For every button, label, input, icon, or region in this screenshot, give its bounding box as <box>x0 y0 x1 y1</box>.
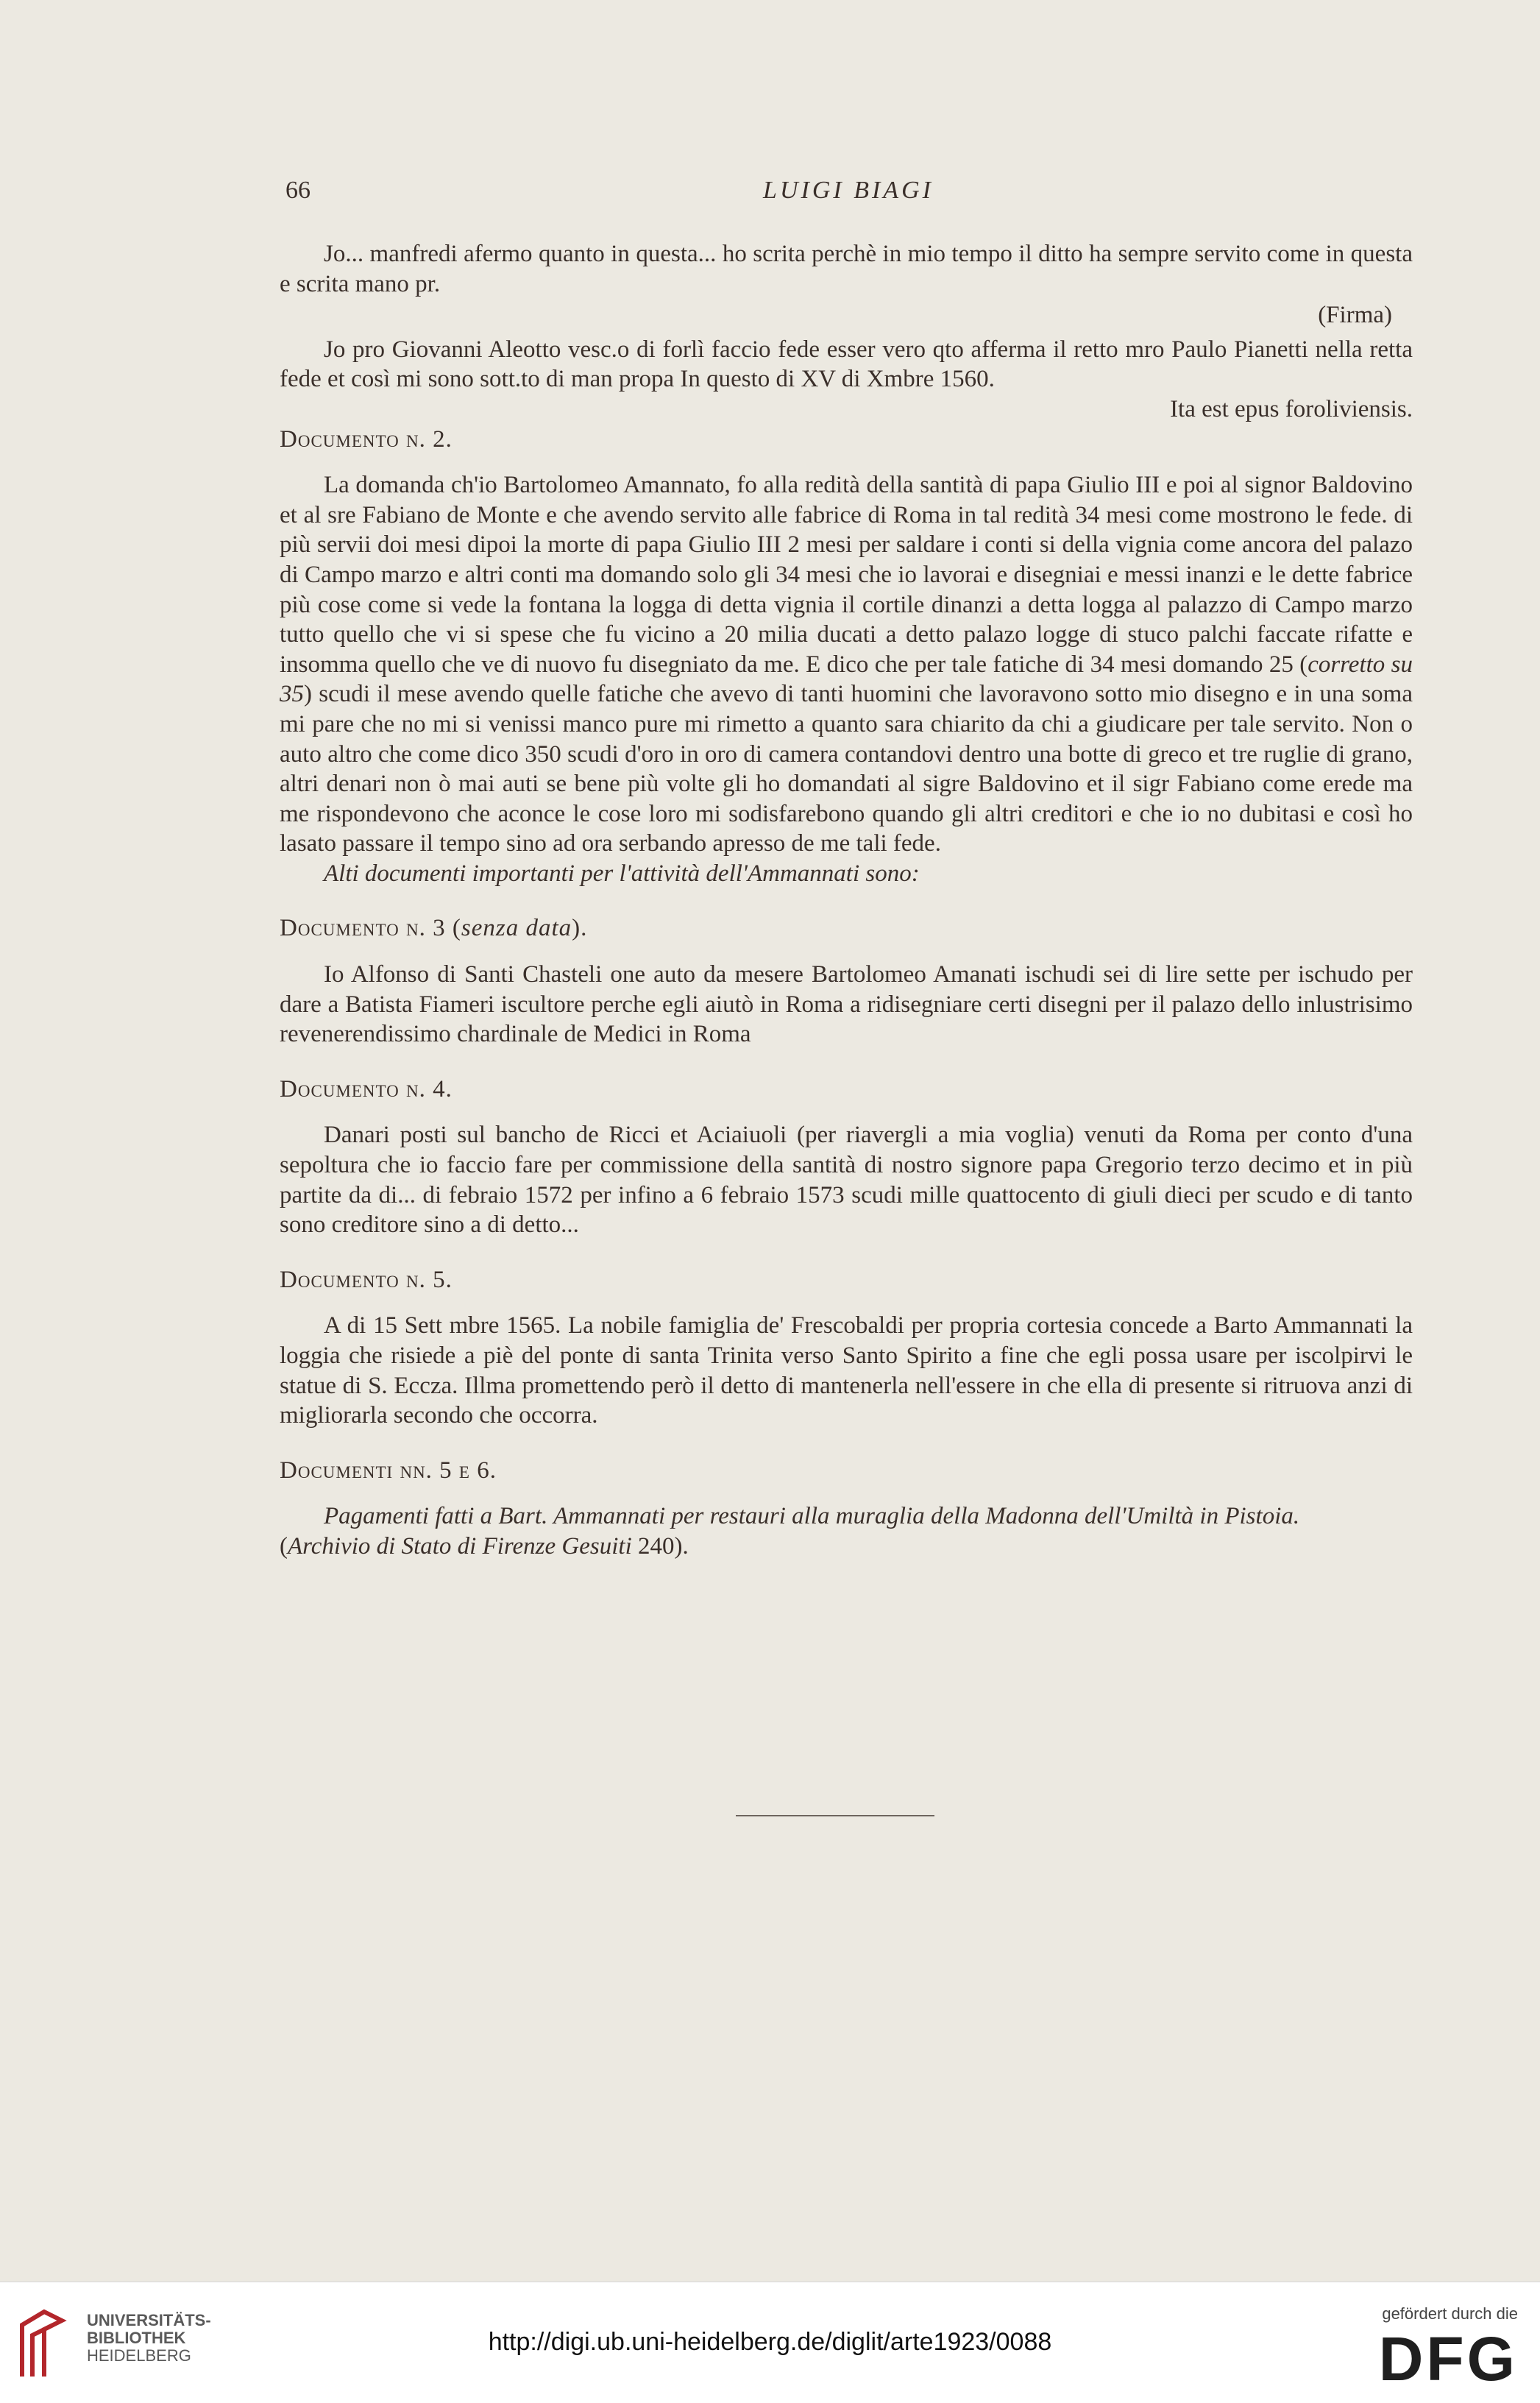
library-name-line: HEIDELBERG <box>87 2346 191 2365</box>
paragraph-text: scudi il mese avendo quelle fatiche che avevo di tanti huomini che lavoravono sotto mio disegno e in una soma mi pare che no mi si venissi manco pure mi rimetto a quanto sara chiarito da chi a giudicare per tale servito. Non o auto altro che come dico 350 scudi d'oro in oro di camera contandovi dentro una botte di greco et tre ruglie di grano, altri denari non ò mai auti se bene più volte gli ho domandati al sigre Baldovino et il sigr Fabiano come erede ma me rispondevono che aconce le cose loro mi sodisfarebono quando gli altri creditori e che io no dubitasi e così ho lasato passare il tempo sino ad ora serbando apresso de me tali fede. <box>280 681 1413 857</box>
library-name-line: BIBLIOTHEK <box>87 2329 186 2347</box>
sponsor-note: gefördert durch die <box>1382 2304 1518 2323</box>
paragraph: Pagamenti fatti a Bart. Ammannati per restauri alla muraglia della Madonna dell'Umiltà in Pistoia. <box>324 1503 1300 1530</box>
page-number: 66 <box>285 177 311 204</box>
section-heading: Documento n. 3 (senza data). <box>280 915 588 942</box>
paragraph-text: La domanda ch'io Bartolomeo Amannato, fo alla redità della santità di papa Giulio III e poi al signor Baldovino et al sre Fabiano de Monte e che avendo servito alle fabrice di Roma in tal redità 34 mesi come mostrono le fede. di più servii doi mesi dipoi la morte di papa Giulio III 2 mesi per saldare i conti si della vignia come ancora del palazo di Campo marzo e altri conti ma domando solo gli 34 mesi che io lavorai e disegniai e messi inanzi e le dette fabrice più cose come si vede la fontana la logga di detta vignia il cortile dinanzi a detta logga al palazzo di Campo marzo tutto quello che vi si spese che fu vicino a 20 milia ducati a detto palazo logge di stuco palchi faccate rifatte e insomma quello che ve di nuovo fu disegniato da me. E dico che per tale fatiche di 34 mesi domando 25 <box>280 472 1413 678</box>
footer-bar <box>0 2282 1540 2403</box>
signature-note: (Firma) <box>1318 302 1392 329</box>
section-heading: Documento n. 5. <box>280 1266 453 1293</box>
archive-citation: Archivio di Stato di Firenze Gesuiti <box>288 1532 632 1560</box>
section-heading: Documento n. 4. <box>280 1075 453 1103</box>
paragraph: La domanda ch'io Bartolomeo Amannato, fo alla redità della santità di papa Giulio III e poi al signor Baldovino et al sre Fabiano de Monte e che avendo servito alle fabrice di Roma in tal redità 34 mesi come mostrono le fede. di più servii doi mesi dipoi la morte di papa Giulio III 2 mesi per saldare i conti si della vignia come ancora del palazo di Campo marzo e altri conti ma domando solo gli 34 mesi che io lavorai e disegniai e messi inanzi e le dette fabrice più cose come si vede la fontana la logga di detta vignia il cortile dinanzi a detta logga al palazzo di Campo marzo tutto quello che vi si spese che fu vicino a 20 milia ducati a detto palazo logge di stuco palchi faccate rifatte e insomma quello che ve di nuovo fu disegniato da me. E dico che per tale fatiche di 34 mesi domando 25 (corretto su 35) scudi il mese avendo quelle fatiche che avevo di tanti huomini che lavoravono sotto mio disegno e in una soma mi pare che no mi si venissi manco pure mi rimetto a quanto sara chiarito da chi a giudicare per tale servito. Non o auto altro che come dico 350 scudi d'oro in oro di camera contandovi dentro una botte di greco et tre ruglie di grano, altri denari non ò mai auti se bene più volte gli ho domandati al sigre Baldovino et il sigr Fabiano come erede ma me rispondevono che aconce le cose loro mi sodisfarebono quando gli altri creditori e che io no dubitasi e così ho lasato passare il tempo sino ad ora serbando apresso de me tali fede. <box>280 472 1413 857</box>
editor-note: corretto su 35 <box>280 651 1413 708</box>
page-header <box>285 177 1411 213</box>
paragraph: Danari posti sul bancho de Ricci et Aciaiuoli (per riavergli a mia voglia) venuti da Roma per conto d'una sepoltura che io faccio fare per commissione della santità di nostro signore papa Gregorio terzo decimo et in più partite da di... di febraio 1572 per infino a 6 febraio 1573 scudi mille quattocento di giuli dieci per scudo e di tanto sono creditore sino a di detto... <box>280 1122 1413 1239</box>
paragraph: Jo pro Giovanni Aleotto vesc.o di forlì faccio fede esser vero qto afferma il retto mro Paulo Pianetti nella retta fede et così mi sono sott.to di man propa In questo di XV di Xmbre 1560. <box>280 336 1413 393</box>
editor-note: senza data <box>461 915 572 942</box>
paragraph: A di 15 Sett mbre 1565. La nobile famiglia de' Frescobaldi per propria cortesia concede a Barto Ammannati la loggia che risiede a piè del ponte di santa Trinita verso Santo Spirito a fine che egli possa usare per iscolpirvi le statue di S. Eccza. Illma promettendo però il detto di mantenerla nell'essere in che ella di presente si ritruova anzi di migliorarla secondo che occorra. <box>280 1312 1413 1429</box>
section-heading: Documenti nn. 5 e 6. <box>280 1457 497 1484</box>
library-name-line: UNIVERSITÄTS- <box>87 2311 211 2329</box>
archive-number: 240 <box>638 1532 675 1560</box>
section-heading-text: Documento n. 3 <box>280 915 446 942</box>
paragraph: Alti documenti importanti per l'attività dell'Ammannati sono: <box>324 860 920 887</box>
closing-rule <box>736 1815 934 1816</box>
signature-note: Ita est epus foroliviensis. <box>1170 395 1413 422</box>
dfg-logo: DFG <box>1378 2324 1518 2393</box>
section-heading: Documento n. 2. <box>280 425 453 453</box>
paragraph: Io Alfonso di Santi Chasteli one auto da mesere Bartolomeo Amanati ischudi sei di lire sette per ischudo per dare a Batista Fiameri iscultore perche egli aiutò in Roma a ridisegniare certi disegni per il palazo dello inlustrisimo revenerendissimo chardinale de Medici in Roma <box>280 961 1413 1048</box>
running-head: LUIGI BIAGI <box>763 177 934 204</box>
paragraph: Jo... manfredi afermo quanto in questa... ho scrita perchè in mio tempo il ditto ha sempre servito come in questa e scrita mano pr. <box>280 241 1413 297</box>
body-text <box>280 239 1413 1562</box>
source-url-link[interactable]: http://digi.ub.uni-heidelberg.de/diglit/arte1923/0088 <box>488 2328 1052 2356</box>
paragraph: (Archivio di Stato di Firenze Gesuiti 240). <box>280 1532 689 1560</box>
